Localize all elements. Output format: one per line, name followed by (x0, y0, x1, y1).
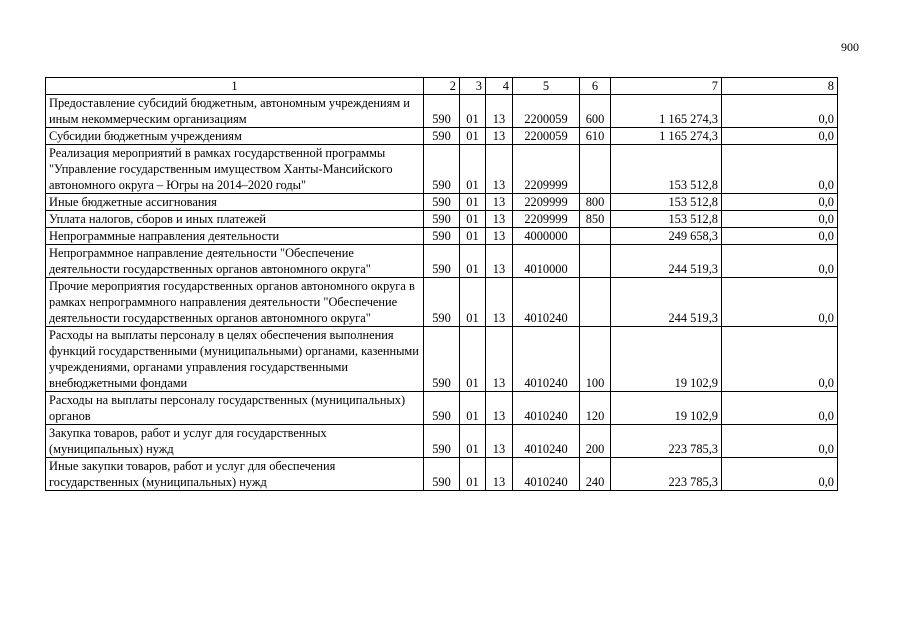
row-name: Иные закупки товаров, работ и услуг для обеспечения государственных (муниципальных) нужд (46, 458, 424, 491)
row-amount-2: 0,0 (722, 458, 838, 491)
row-amount: 19 102,9 (611, 327, 722, 392)
row-target-article: 2209999 (513, 211, 580, 228)
row-expense-type: 240 (580, 458, 611, 491)
row-admin-code: 590 (424, 327, 460, 392)
table-row (46, 425, 838, 458)
row-amount-2: 0,0 (722, 95, 838, 128)
row-target-article: 4010240 (513, 458, 580, 491)
row-amount: 244 519,3 (611, 245, 722, 278)
row-target-article: 2200059 (513, 128, 580, 145)
row-admin-code: 590 (424, 392, 460, 425)
row-amount: 153 512,8 (611, 145, 722, 194)
row-subsection: 13 (486, 128, 513, 145)
row-admin-code: 590 (424, 278, 460, 327)
row-subsection: 13 (486, 95, 513, 128)
row-admin-code: 590 (424, 458, 460, 491)
row-amount: 249 658,3 (611, 228, 722, 245)
row-name: Расходы на выплаты персоналу государственных (муниципальных) органов (46, 392, 424, 425)
row-target-article: 2209999 (513, 145, 580, 194)
row-expense-type: 610 (580, 128, 611, 145)
row-expense-type (580, 245, 611, 278)
table-row (46, 278, 838, 327)
row-target-article: 2200059 (513, 95, 580, 128)
row-section: 01 (460, 245, 486, 278)
table-row (46, 211, 838, 228)
row-section: 01 (460, 211, 486, 228)
row-expense-type (580, 228, 611, 245)
row-subsection: 13 (486, 278, 513, 327)
header-col-3: 3 (460, 78, 486, 95)
row-section: 01 (460, 458, 486, 491)
row-name: Уплата налогов, сборов и иных платежей (46, 211, 424, 228)
table-row (46, 327, 838, 392)
header-col-8: 8 (722, 78, 838, 95)
row-section: 01 (460, 95, 486, 128)
row-subsection: 13 (486, 392, 513, 425)
row-name: Непрограммное направление деятельности "Обеспечение деятельности государственных органов автономного округа" (46, 245, 424, 278)
row-expense-type (580, 145, 611, 194)
row-section: 01 (460, 278, 486, 327)
row-section: 01 (460, 194, 486, 211)
row-expense-type: 850 (580, 211, 611, 228)
row-subsection: 13 (486, 245, 513, 278)
row-subsection: 13 (486, 194, 513, 211)
row-name: Реализация мероприятий в рамках государственной программы "Управление государственным имуществом Ханты-Мансийского автономного округа – Югры на 2014–2020 годы" (46, 145, 424, 194)
row-amount: 223 785,3 (611, 458, 722, 491)
row-amount-2: 0,0 (722, 194, 838, 211)
row-admin-code: 590 (424, 128, 460, 145)
row-amount: 1 165 274,3 (611, 128, 722, 145)
row-expense-type: 200 (580, 425, 611, 458)
table-row (46, 392, 838, 425)
row-admin-code: 590 (424, 194, 460, 211)
row-amount: 153 512,8 (611, 194, 722, 211)
table-row (46, 228, 838, 245)
row-section: 01 (460, 128, 486, 145)
row-subsection: 13 (486, 145, 513, 194)
row-amount: 19 102,9 (611, 392, 722, 425)
header-col-4: 4 (486, 78, 513, 95)
row-admin-code: 590 (424, 95, 460, 128)
row-subsection: 13 (486, 458, 513, 491)
row-amount-2: 0,0 (722, 228, 838, 245)
table-row (46, 128, 838, 145)
header-row (46, 78, 838, 95)
row-expense-type: 100 (580, 327, 611, 392)
row-name: Предоставление субсидий бюджетным, автономным учреждениям и иным некоммерческим организациям (46, 95, 424, 128)
row-name: Прочие мероприятия государственных органов автономного округа в рамках непрограммного направления деятельности "Обеспечение деятельности государственных органов автономного округа" (46, 278, 424, 327)
row-target-article: 4010240 (513, 392, 580, 425)
row-subsection: 13 (486, 327, 513, 392)
row-amount-2: 0,0 (722, 327, 838, 392)
row-target-article: 4000000 (513, 228, 580, 245)
row-amount: 153 512,8 (611, 211, 722, 228)
table-row (46, 145, 838, 194)
row-admin-code: 590 (424, 211, 460, 228)
row-expense-type: 800 (580, 194, 611, 211)
row-expense-type (580, 278, 611, 327)
row-name: Иные бюджетные ассигнования (46, 194, 424, 211)
row-subsection: 13 (486, 228, 513, 245)
row-amount-2: 0,0 (722, 128, 838, 145)
row-name: Закупка товаров, работ и услуг для государственных (муниципальных) нужд (46, 425, 424, 458)
row-amount: 244 519,3 (611, 278, 722, 327)
row-amount: 1 165 274,3 (611, 95, 722, 128)
row-admin-code: 590 (424, 228, 460, 245)
row-admin-code: 590 (424, 425, 460, 458)
page-number: 900 (841, 40, 859, 54)
budget-table (45, 77, 838, 491)
row-section: 01 (460, 392, 486, 425)
header-col-7: 7 (611, 78, 722, 95)
header-col-1: 1 (46, 78, 424, 95)
row-section: 01 (460, 327, 486, 392)
row-section: 01 (460, 145, 486, 194)
row-target-article: 4010240 (513, 425, 580, 458)
row-target-article: 4010240 (513, 278, 580, 327)
row-target-article: 2209999 (513, 194, 580, 211)
row-amount: 223 785,3 (611, 425, 722, 458)
row-subsection: 13 (486, 211, 513, 228)
table-row (46, 458, 838, 491)
row-amount-2: 0,0 (722, 392, 838, 425)
header-col-6: 6 (580, 78, 611, 95)
row-name: Непрограммные направления деятельности (46, 228, 424, 245)
row-amount-2: 0,0 (722, 425, 838, 458)
table-row (46, 245, 838, 278)
row-expense-type: 600 (580, 95, 611, 128)
row-target-article: 4010240 (513, 327, 580, 392)
row-name: Субсидии бюджетным учреждениям (46, 128, 424, 145)
header-col-5: 5 (513, 78, 580, 95)
row-name: Расходы на выплаты персоналу в целях обеспечения выполнения функций государственными (муниципальными) органами, казенными учреждениями, органами управления государственными внебюджетными фондами (46, 327, 424, 392)
table-row (46, 95, 838, 128)
row-admin-code: 590 (424, 145, 460, 194)
row-amount-2: 0,0 (722, 211, 838, 228)
header-col-2: 2 (424, 78, 460, 95)
row-subsection: 13 (486, 425, 513, 458)
row-amount-2: 0,0 (722, 245, 838, 278)
row-amount-2: 0,0 (722, 278, 838, 327)
row-section: 01 (460, 425, 486, 458)
row-admin-code: 590 (424, 245, 460, 278)
row-amount-2: 0,0 (722, 145, 838, 194)
table-row (46, 194, 838, 211)
row-section: 01 (460, 228, 486, 245)
row-expense-type: 120 (580, 392, 611, 425)
row-target-article: 4010000 (513, 245, 580, 278)
